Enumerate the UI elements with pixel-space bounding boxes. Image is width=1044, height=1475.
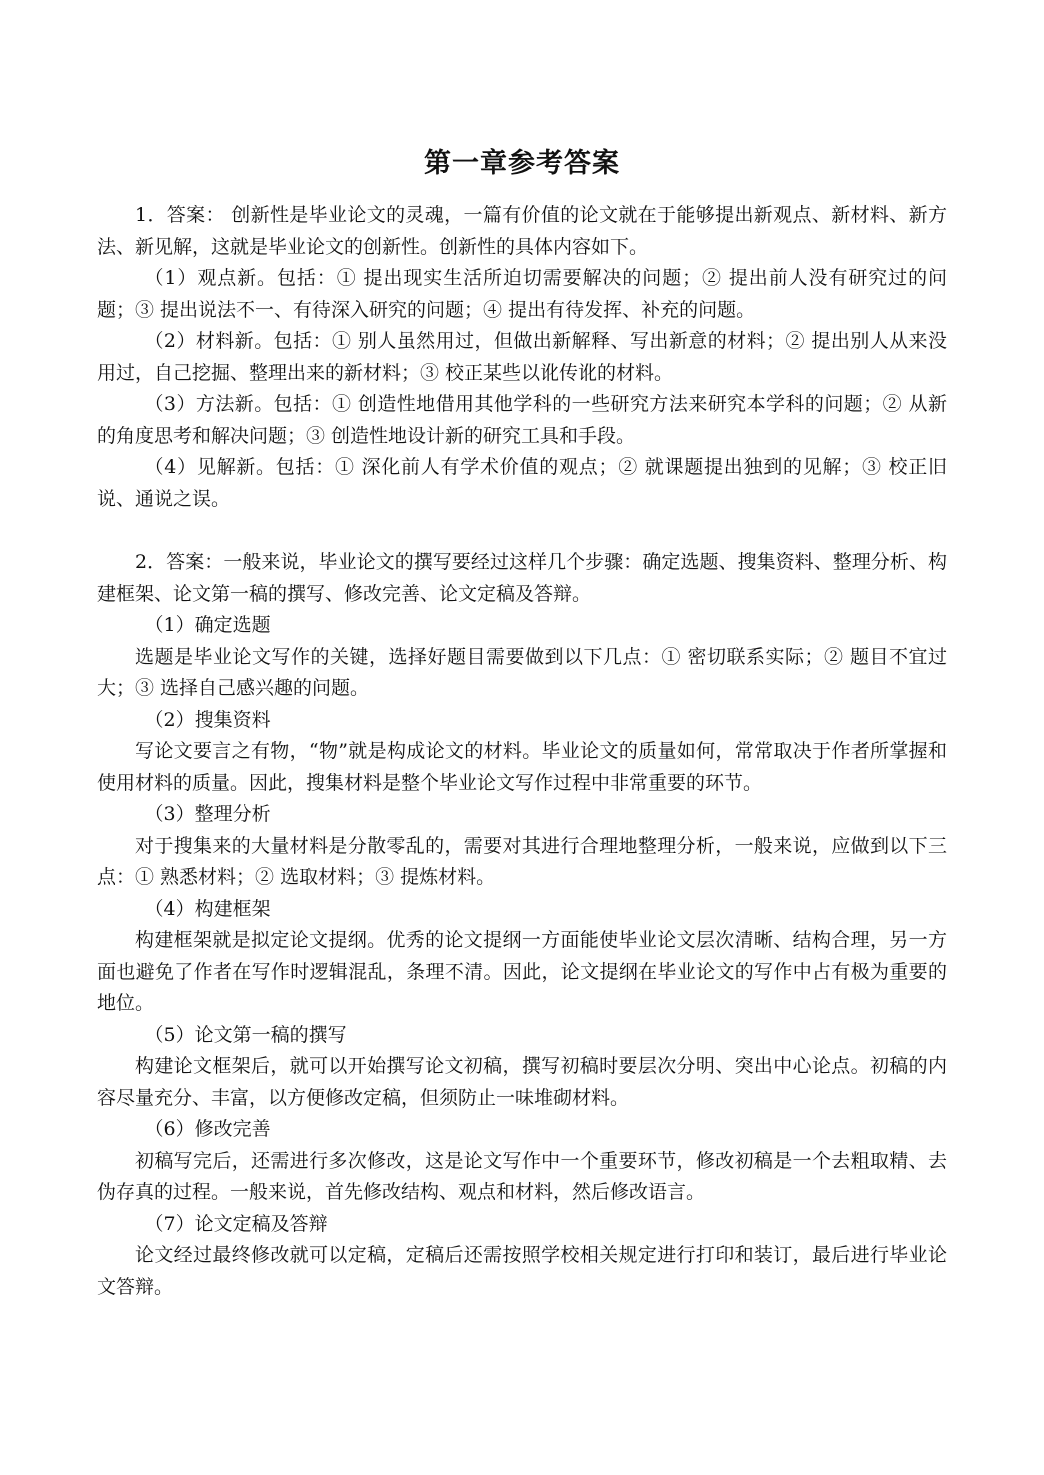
document-page — [97, 140, 947, 1303]
step-body: 论文经过最终修改就可以定稿，定稿后还需按照学校相关规定进行打印和装订，最后进行毕业论文答辩。 — [97, 1244, 947, 1298]
step-heading: （6）修改完善 — [144, 1118, 271, 1140]
q1-intro: 1．答案： 创新性是毕业论文的灵魂，一篇有价值的论文就在于能够提出新观点、新材料、新方法、新见解，这就是毕业论文的创新性。创新性的具体内容如下。 — [97, 204, 947, 258]
section-gap — [97, 515, 947, 547]
step-body: 构建框架就是拟定论文提纲。优秀的论文提纲一方面能使毕业论文层次清晰、结构合理，另一方面也避免了作者在写作时逻辑混乱，条理不清。因此，论文提纲在毕业论文的写作中占有极为重要的地位。 — [97, 929, 947, 1014]
step-heading: （4）构建框架 — [144, 897, 271, 920]
q1-item-4: （4）见解新。包括：① 深化前人有学术价值的观点；② 就课题提出独到的见解；③ 校正旧说、通说之误。 — [97, 456, 947, 510]
step-body: 构建论文框架后，就可以开始撰写论文初稿，撰写初稿时要层次分明、突出中心论点。初稿的内容尽量充分、丰富，以方便修改定稿，但须防止一味堆砌材料。 — [97, 1055, 947, 1109]
step-heading: （1）确定选题 — [144, 614, 271, 636]
step-heading: （3）整理分析 — [144, 803, 271, 825]
q2-intro: 2．答案：一般来说，毕业论文的撰写要经过这样几个步骤：确定选题、搜集资料、整理分析、构建框架、论文第一稿的撰写、修改完善、论文定稿及答辩。 — [97, 551, 947, 605]
step-heading: （5）论文第一稿的撰写 — [144, 1023, 347, 1046]
q1-item-1: （1）观点新。包括：① 提出现实生活所迫切需要解决的问题；② 提出前人没有研究过的问题；③ 提出说法不一、有待深入研究的问题；④ 提出有待发挥、补充的问题。 — [97, 267, 947, 321]
step-body: 选题是毕业论文写作的关键，选择好题目需要做到以下几点：① 密切联系实际；② 题目不宜过大；③ 选择自己感兴趣的问题。 — [97, 645, 947, 699]
step-heading: （2）搜集资料 — [144, 708, 271, 731]
q1-item-3: （3）方法新。包括：① 创造性地借用其他学科的一些研究方法来研究本学科的问题；② 从新的角度思考和解决问题；③ 创造性地设计新的研究工具和手段。 — [97, 393, 947, 447]
step-body: 初稿写完后，还需进行多次修改，这是论文写作中一个重要环节，修改初稿是一个去粗取精、去伪存真的过程。一般来说，首先修改结构、观点和材料，然后修改语言。 — [97, 1149, 947, 1203]
q1-item-2: （2）材料新。包括：① 别人虽然用过，但做出新解释、写出新意的材料；② 提出别人从来没用过，自己挖掘、整理出来的新材料；③ 校正某些以讹传讹的材料。 — [97, 330, 947, 384]
step-heading: （7）论文定稿及答辩 — [144, 1212, 328, 1235]
page-title: 第一章参考答案 — [424, 148, 620, 179]
step-body: 写论文要言之有物，“物”就是构成论文的材料。毕业论文的质量如何，常常取决于作者所掌握和使用材料的质量。因此，搜集材料是整个毕业论文写作过程中非常重要的环节。 — [97, 740, 947, 794]
step-body: 对于搜集来的大量材料是分散零乱的，需要对其进行合理地整理分析，一般来说，应做到以下三点：① 熟悉材料；② 选取材料；③ 提炼材料。 — [97, 834, 947, 888]
